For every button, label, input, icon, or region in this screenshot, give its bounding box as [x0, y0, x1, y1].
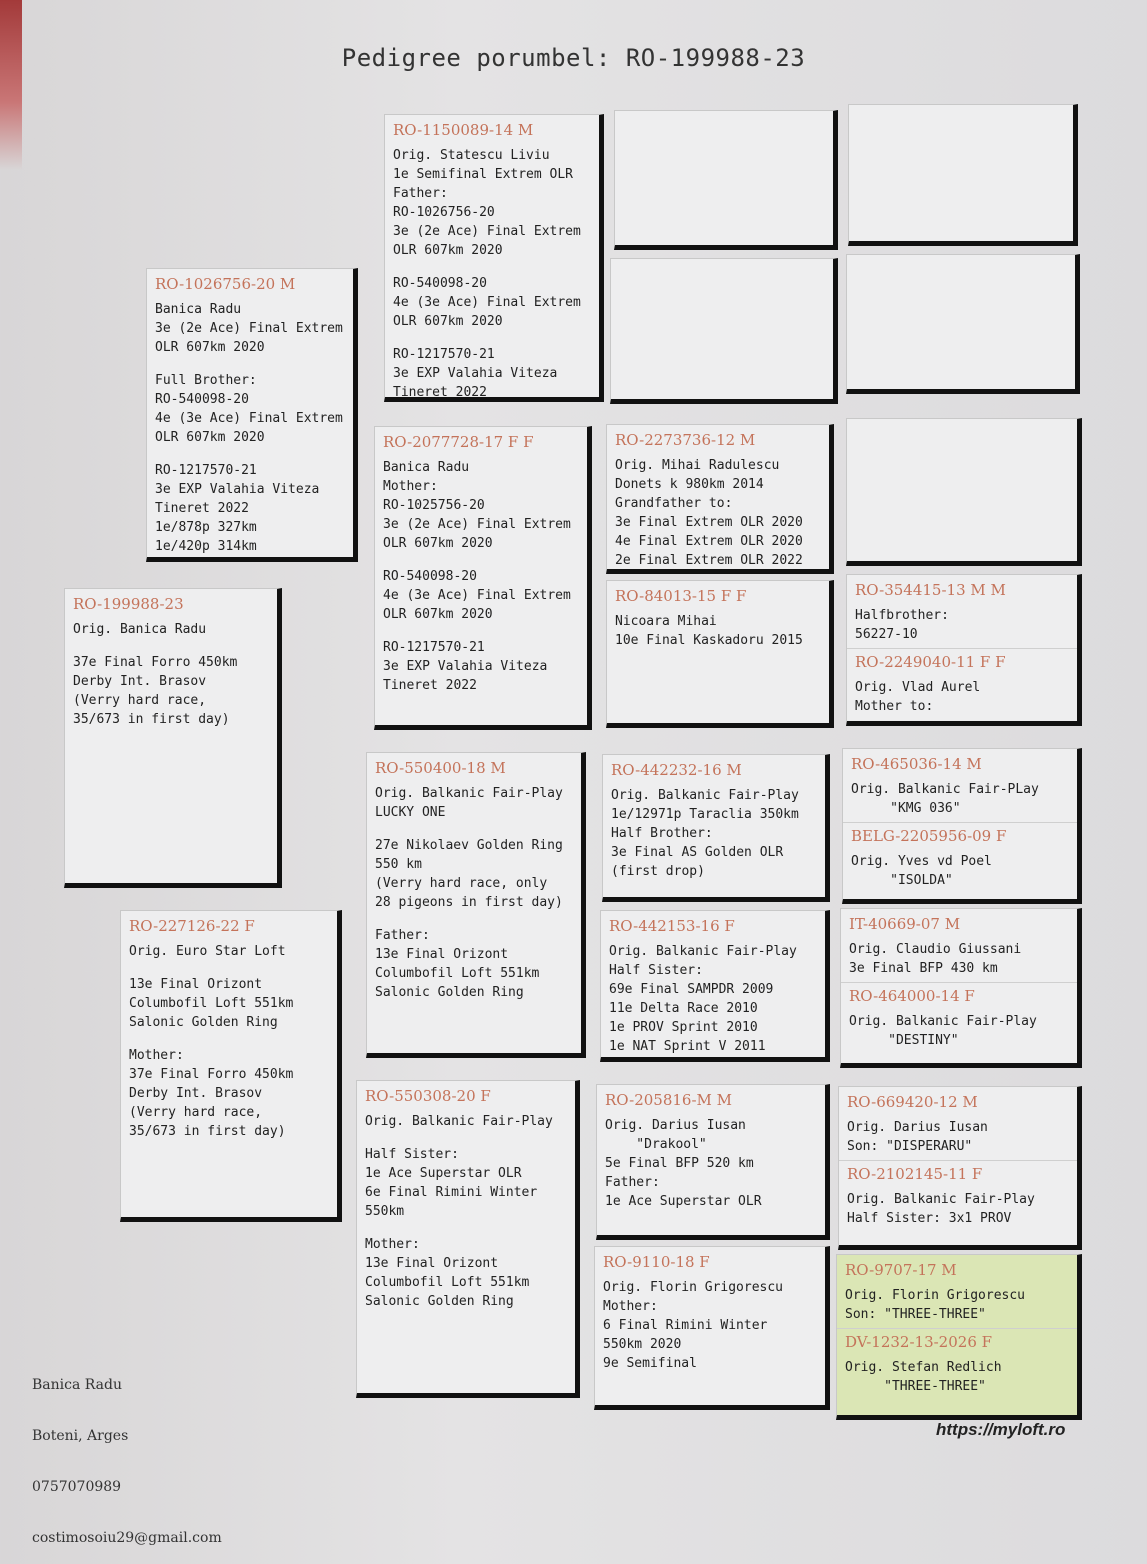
pedigree-text-line: 5e Final BFP 520 km: [605, 1156, 754, 1171]
mmm-box: [594, 1246, 830, 1410]
pedigree-text-line: OLR 607km 2020: [393, 243, 503, 258]
pedigree-text-line: Mother:: [129, 1048, 184, 1063]
spacer: [129, 961, 329, 975]
pedigree-text-line: Orig. Euro Star Loft: [129, 944, 286, 959]
pedigree-text-line: RO-1025756-20: [383, 498, 485, 513]
pedigree-text-line: 13e Final Orizont: [365, 1256, 499, 1271]
pedigree-text-line: 35/673 in first day): [73, 712, 230, 727]
pedigree-text-line: 3e Final Extrem OLR 2020: [615, 515, 803, 530]
divider: [847, 648, 1077, 649]
pedigree-text-line: 9e Semifinal: [603, 1356, 697, 1371]
spacer: [383, 553, 579, 567]
divider: [843, 822, 1077, 823]
pedigree-text-line: Salonic Golden Ring: [375, 985, 524, 1000]
pedigree-text-line: Orig. Darius Iusan: [605, 1118, 746, 1133]
pedigree-text-line: RO-1217570-21: [393, 347, 495, 362]
empty-box-3: [848, 104, 1078, 246]
empty-box-4: [846, 254, 1080, 394]
pedigree-text-line: Grandfather to:: [615, 496, 733, 511]
ring-number: RO-227126-22 F: [129, 917, 255, 935]
pedigree-text-line: Orig. Darius Iusan: [847, 1120, 988, 1135]
pedigree-text-line: 3e Final AS Golden OLR: [611, 845, 784, 860]
pedigree-text-line: Derby Int. Brasov: [129, 1086, 263, 1101]
spacer: [393, 260, 591, 274]
ring-number: RO-464000-14 F: [849, 987, 975, 1005]
pedigree-text-line: Orig. Balkanic Fair-Play: [847, 1192, 1035, 1207]
ring-number: RO-442232-16 M: [611, 761, 742, 779]
ff-box: [384, 114, 604, 402]
pedigree-text-line: Donets k 980km 2014: [615, 477, 764, 492]
spacer: [375, 912, 573, 926]
pedigree-text-line: Orig. Balkanic Fair-Play: [611, 788, 799, 803]
pedigree-text-line: Full Brother:: [155, 373, 257, 388]
spacer: [129, 1032, 329, 1046]
pedigree-text-line: (first drop): [611, 864, 705, 879]
pedigree-text-line: Halfbrother:: [855, 608, 949, 623]
pedigree-text-line: 4e (3e Ace) Final Extrem: [393, 295, 581, 310]
footer-line: Boteni, Arges: [32, 1428, 129, 1444]
ring-number: RO-354415-13 M M: [855, 581, 1006, 599]
pedigree-text-line: 6 Final Rimini Winter: [603, 1318, 768, 1333]
pedigree-text-line: OLR 607km 2020: [155, 430, 265, 445]
ring-number: RO-9707-17 M: [845, 1261, 957, 1279]
pedigree-text-line: Orig. Florin Grigorescu: [845, 1288, 1026, 1303]
pedigree-text-line: 6e Final Rimini Winter: [365, 1185, 538, 1200]
pedigree-text-line: Mother:: [383, 479, 438, 494]
pedigree-text-line: "KMG 036": [851, 801, 961, 816]
pedigree-text-line: Orig. Banica Radu: [73, 622, 207, 637]
spacer: [365, 1221, 567, 1235]
pedigree-text-line: 1e Ace Superstar OLR: [605, 1194, 762, 1209]
pedigree-text-line: Orig. Balkanic Fair-Play: [375, 786, 563, 801]
pedigree-text-line: Salonic Golden Ring: [129, 1015, 278, 1030]
pedigree-text-line: 4e Final Extrem OLR 2020: [615, 534, 803, 549]
pedigree-text-line: Banica Radu: [383, 460, 470, 475]
pedigree-text-line: Father:: [375, 928, 430, 943]
ring-number: RO-1026756-20 M: [155, 275, 296, 293]
pedigree-text-line: Half Brother:: [611, 826, 713, 841]
pedigree-text-line: 3e EXP Valahia Viteza: [155, 482, 320, 497]
pedigree-text-line: Son: "DISPERARU": [847, 1139, 973, 1154]
pedigree-text-line: 1e PROV Sprint 2010: [609, 1020, 758, 1035]
pedigree-text-line: 28 pigeons in first day): [375, 895, 563, 910]
pedigree-text-line: Father:: [393, 186, 448, 201]
ring-number: RO-2077728-17 F F: [383, 433, 534, 451]
pedigree-text-line: 37e Final Forro 450km: [73, 655, 238, 670]
pedigree-text-line: 4e (3e Ace) Final Extrem: [155, 411, 343, 426]
pedigree-text-line: Tineret 2022: [383, 678, 477, 693]
footer-email[interactable]: costimosoiu29@gmail.com: [32, 1530, 222, 1546]
ring-number: RO-205816-M M: [605, 1091, 733, 1109]
ring-number: RO-2273736-12 M: [615, 431, 756, 449]
g-mmf-box: [838, 1086, 1082, 1250]
footer-line: 0757070989: [32, 1479, 122, 1495]
pedigree-text-line: Half Sister:: [609, 963, 703, 978]
mff-box: [602, 754, 830, 902]
pedigree-text-line: 1e/420p 314km: [155, 539, 257, 554]
pedigree-text-line: (Verry hard race,: [129, 1105, 263, 1120]
pedigree-text-line: 27e Nikolaev Golden Ring: [375, 838, 563, 853]
pedigree-text-line: 11e Delta Race 2010: [609, 1001, 758, 1016]
ring-number: RO-199988-23: [73, 595, 184, 613]
pedigree-text-line: RO-540098-20: [383, 569, 477, 584]
pedigree-text-line: RO-1026756-20: [393, 205, 495, 220]
pedigree-text-line: 56227-10: [855, 627, 918, 642]
pedigree-text-line: Banica Radu: [155, 302, 242, 317]
pedigree-text-line: Mother to:: [855, 699, 934, 714]
fm-box: [374, 426, 592, 730]
pedigree-text-line: "THREE-THREE": [845, 1379, 986, 1394]
pedigree-text-line: Orig. Stefan Redlich: [845, 1360, 1002, 1375]
pedigree-text-line: Orig. Yves vd Poel: [851, 854, 992, 869]
ring-number: RO-669420-12 M: [847, 1093, 978, 1111]
ring-number: RO-550308-20 F: [365, 1087, 491, 1105]
empty-box-5: [846, 418, 1082, 566]
father-box: [146, 268, 358, 562]
pedigree-text-line: Columbofil Loft 551km: [375, 966, 540, 981]
pedigree-text-line: Columbofil Loft 551km: [129, 996, 294, 1011]
pedigree-text-line: 4e (3e Ace) Final Extrem: [383, 588, 571, 603]
mother-box: [120, 910, 342, 1222]
pedigree-text-line: 1e Ace Superstar OLR: [365, 1166, 522, 1181]
pedigree-text-line: OLR 607km 2020: [155, 340, 265, 355]
pedigree-text-line: Orig. Balkanic Fair-PLay: [851, 782, 1039, 797]
mfm-box: [600, 910, 830, 1062]
divider: [839, 1160, 1077, 1161]
pedigree-text-line: Mother:: [365, 1237, 420, 1252]
spacer: [393, 331, 591, 345]
pedigree-text-line: Tineret 2022: [155, 501, 249, 516]
pedigree-text-line: Orig. Vlad Aurel: [855, 680, 981, 695]
pedigree-text-line: Orig. Balkanic Fair-Play: [365, 1114, 553, 1129]
ring-number: RO-465036-14 M: [851, 755, 982, 773]
pedigree-text-line: Columbofil Loft 551km: [365, 1275, 530, 1290]
ring-number: RO-442153-16 F: [609, 917, 735, 935]
pedigree-text-line: Orig. Balkanic Fair-Play: [849, 1014, 1037, 1029]
pedigree-text-line: Half Sister:: [365, 1147, 459, 1162]
mmf-box: [596, 1084, 830, 1240]
ring-number: DV-1232-13-2026 F: [845, 1333, 993, 1351]
spacer: [375, 822, 573, 836]
pedigree-text-line: 13e Final Orizont: [129, 977, 263, 992]
ring-number: RO-550400-18 M: [375, 759, 506, 777]
pedigree-text-line: Nicoara Mihai: [615, 614, 717, 629]
spacer: [155, 357, 345, 371]
pedigree-text-line: 3e EXP Valahia Viteza: [383, 659, 548, 674]
spacer: [73, 639, 269, 653]
pedigree-text-line: RO-1217570-21: [155, 463, 257, 478]
pedigree-text-line: 3e (2e Ace) Final Extrem: [393, 224, 581, 239]
divider: [841, 982, 1077, 983]
paper-edge: [0, 0, 22, 170]
pedigree-text-line: Father:: [605, 1175, 660, 1190]
empty-box-2: [610, 258, 838, 404]
ring-number: BELG-2205956-09 F: [851, 827, 1007, 845]
fmf-box: [606, 424, 834, 574]
pedigree-text-line: RO-540098-20: [393, 276, 487, 291]
website-link[interactable]: https://myloft.ro: [936, 1420, 1066, 1439]
g-mff-box: [842, 748, 1082, 904]
pedigree-text-line: Son: "THREE-THREE": [845, 1307, 986, 1322]
pedigree-text-line: 3e (2e Ace) Final Extrem: [383, 517, 571, 532]
fmm-box: [606, 580, 834, 728]
pedigree-text-line: Orig. Claudio Giussani: [849, 942, 1022, 957]
pedigree-text-line: 550km 2020: [603, 1337, 682, 1352]
pedigree-text-line: "ISOLDA": [851, 873, 953, 888]
pedigree-text-line: 69e Final SAMPDR 2009: [609, 982, 774, 997]
divider: [837, 1328, 1077, 1329]
pedigree-text-line: 550 km: [375, 857, 422, 872]
pedigree-text-line: OLR 607km 2020: [383, 607, 493, 622]
pedigree-text-line: 10e Final Kaskadoru 2015: [615, 633, 803, 648]
mf-box: [366, 752, 586, 1058]
pedigree-text-line: RO-1217570-21: [383, 640, 485, 655]
pedigree-text-line: 550km: [365, 1204, 405, 1219]
pedigree-text-line: 1e Semifinal Extrem OLR: [393, 167, 574, 182]
pedigree-text-line: 1e NAT Sprint V 2011: [609, 1039, 766, 1054]
pedigree-text-line: (Verry hard race,: [73, 693, 207, 708]
pedigree-text-line: "DESTINY": [849, 1033, 959, 1048]
page-title: Pedigree porumbel: RO-199988-23: [341, 44, 806, 72]
pedigree-text-line: LUCKY ONE: [375, 805, 446, 820]
ring-number: RO-9110-18 F: [603, 1253, 710, 1271]
pedigree-text-line: 35/673 in first day): [129, 1124, 286, 1139]
pedigree-text-line: 3e (2e Ace) Final Extrem: [155, 321, 343, 336]
mm-box: [356, 1080, 580, 1398]
g-mmm-box: [836, 1254, 1082, 1420]
pedigree-text-line: RO-540098-20: [155, 392, 249, 407]
pedigree-text-line: 1e/878p 327km: [155, 520, 257, 535]
breeder-contact: [32, 1343, 222, 1564]
pedigree-text-line: (Verry hard race, only: [375, 876, 548, 891]
g-mfm-box: [840, 908, 1082, 1068]
empty-box-1: [614, 110, 838, 250]
spacer: [383, 624, 579, 638]
pedigree-text-line: 3e EXP Valahia Viteza: [393, 366, 558, 381]
ring-number: RO-1150089-14 M: [393, 121, 534, 139]
pedigree-text-line: Derby Int. Brasov: [73, 674, 207, 689]
pedigree-text-line: Half Sister: 3x1 PROV: [847, 1211, 1012, 1226]
spacer: [365, 1131, 567, 1145]
pedigree-text-line: 2e Final Extrem OLR 2022: [615, 553, 803, 568]
pedigree-text-line: OLR 607km 2020: [383, 536, 493, 551]
pedigree-text-line: Mother:: [603, 1299, 658, 1314]
ring-number: RO-2249040-11 F F: [855, 653, 1006, 671]
pedigree-text-line: Orig. Mihai Radulescu: [615, 458, 780, 473]
pedigree-text-line: 13e Final Orizont: [375, 947, 509, 962]
pedigree-text-line: Tineret 2022: [393, 385, 487, 400]
spacer: [155, 447, 345, 461]
pedigree-text-line: Orig. Florin Grigorescu: [603, 1280, 784, 1295]
pedigree-text-line: Salonic Golden Ring: [365, 1294, 514, 1309]
subject-box: [64, 588, 282, 888]
pedigree-text-line: "Drakool": [605, 1137, 707, 1152]
ring-number: RO-84013-15 F F: [615, 587, 747, 605]
pedigree-text-line: 1e/12971p Taraclia 350km: [611, 807, 799, 822]
pedigree-text-line: Orig. Balkanic Fair-Play: [609, 944, 797, 959]
ring-number: IT-40669-07 M: [849, 915, 961, 933]
pedigree-text-line: 3e Final BFP 430 km: [849, 961, 998, 976]
footer-line: Banica Radu: [32, 1377, 122, 1393]
pedigree-text-line: OLR 607km 2020: [393, 314, 503, 329]
pedigree-text-line: 37e Final Forro 450km: [129, 1067, 294, 1082]
g-fmf-box: [846, 574, 1082, 726]
pedigree-text-line: Orig. Statescu Liviu: [393, 148, 550, 163]
ring-number: RO-2102145-11 F: [847, 1165, 983, 1183]
